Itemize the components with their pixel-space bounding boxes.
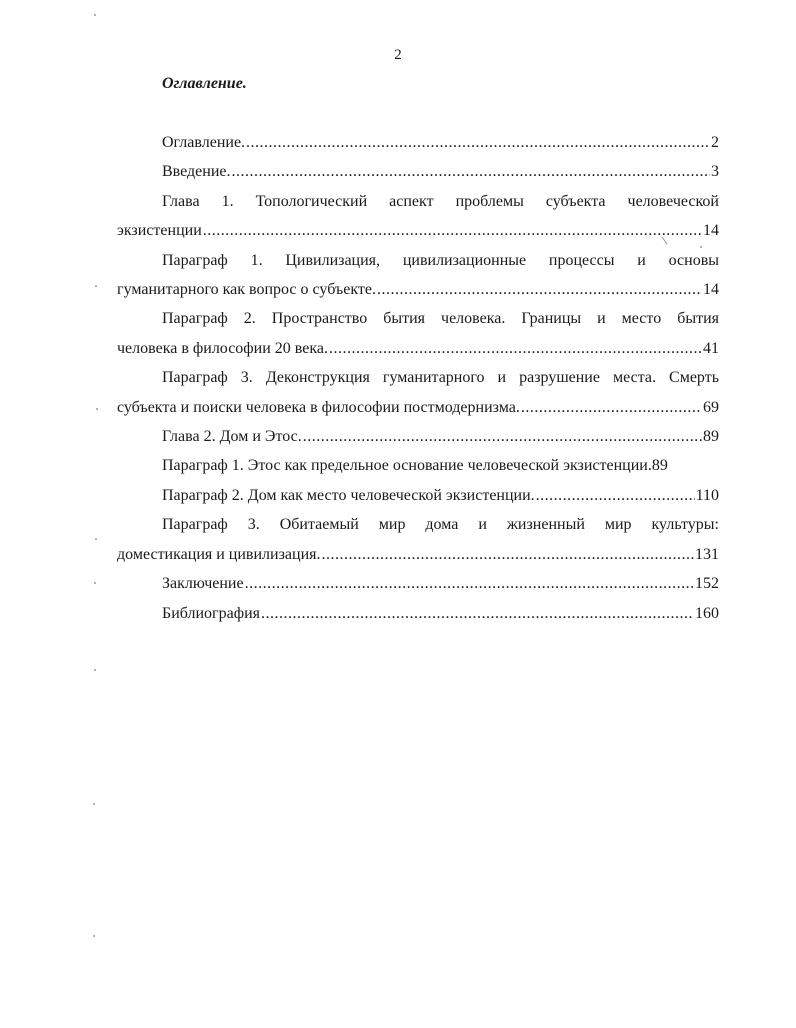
toc-entry-title-line: Параграф 3. Обитаемый мир дома и жизненный мир культуры: <box>162 516 719 534</box>
toc-entry-chapter-1-paragraph-1[interactable] <box>117 246 719 305</box>
scan-speck <box>93 935 95 937</box>
page-number: 2 <box>394 47 402 63</box>
toc-entry-title-line: Параграф 1. Цивилизация, цивилизационные процессы и основы <box>162 251 719 269</box>
toc-entry-chapter-2-paragraph-1[interactable] <box>117 451 719 480</box>
toc-entry-contents[interactable] <box>117 128 719 157</box>
toc-entry-title: человека в философии 20 века. <box>117 339 328 357</box>
toc-entry-title: Заключение <box>162 575 244 593</box>
toc-entry-page: 14 <box>703 222 719 240</box>
dot-leader <box>203 216 702 245</box>
toc-entry-page: 89 <box>651 457 668 475</box>
dot-leader <box>261 599 694 628</box>
toc-entry-page: 2 <box>711 134 719 151</box>
toc-entry-chapter-1[interactable] <box>117 187 719 246</box>
toc-entry-page: 89 <box>703 428 719 446</box>
toc-entry-introduction[interactable] <box>117 157 719 186</box>
dot-leader <box>246 128 710 157</box>
scan-speck <box>94 669 96 671</box>
scan-speck <box>95 538 97 540</box>
toc-entry-bibliography[interactable] <box>117 599 719 628</box>
dot-leader <box>232 157 711 186</box>
dot-leader <box>377 275 702 304</box>
scan-speck <box>94 582 96 584</box>
dot-leader <box>303 422 702 451</box>
scan-speck <box>93 803 95 805</box>
toc-heading: Оглавление. <box>162 75 247 92</box>
toc-entry-page: 110 <box>695 486 719 504</box>
dot-leader <box>322 540 695 569</box>
toc-entry-title-line: Параграф 2. Пространство бытия человека. Границы и место бытия <box>162 310 719 328</box>
table-of-contents <box>117 128 719 628</box>
dot-leader <box>329 334 702 363</box>
dot-leader <box>536 481 695 510</box>
toc-entry-page: 41 <box>703 339 719 357</box>
scan-speck <box>96 408 98 410</box>
scan-speck <box>94 14 96 16</box>
toc-entry-chapter-2-paragraph-2[interactable] <box>117 481 719 510</box>
toc-entry-page: 14 <box>703 281 719 299</box>
toc-entry-chapter-2-paragraph-3[interactable] <box>117 510 719 569</box>
toc-entry-page: 152 <box>695 575 719 593</box>
toc-entry-page: 131 <box>695 545 719 563</box>
dot-leader <box>521 393 702 422</box>
toc-entry-title: Параграф 2. Дом как место человеческой экзистенции. <box>162 486 535 504</box>
toc-entry-title: Оглавление. <box>162 134 246 151</box>
toc-entry-chapter-2[interactable] <box>117 422 719 451</box>
toc-entry-title: субъекта и поиски человека в философии постмодернизма. <box>117 398 520 416</box>
scan-speck <box>700 246 702 248</box>
toc-entry-title-line: Параграф 3. Деконструкция гуманитарного и разрушение места. Смерть <box>162 369 719 387</box>
toc-entry-page: 69 <box>703 398 719 416</box>
toc-entry-title: Введение. <box>162 163 231 181</box>
toc-entry-title: Глава 2. Дом и Этос. <box>162 428 302 446</box>
scan-speck <box>95 285 97 287</box>
toc-entry-chapter-1-paragraph-3[interactable] <box>117 363 719 422</box>
toc-entry-title: экзистенции <box>117 222 202 240</box>
toc-entry-title: доместикация и цивилизация. <box>117 545 321 563</box>
toc-entry-title: Параграф 1. Этос как предельное основание человеческой экзистенции. <box>162 457 652 475</box>
toc-entry-page: 3 <box>711 163 719 181</box>
toc-entry-chapter-1-paragraph-2[interactable] <box>117 304 719 363</box>
toc-entry-title: Библиография <box>162 604 260 622</box>
dot-leader <box>245 569 694 598</box>
toc-entry-title-line: Глава 1. Топологический аспект проблемы субъекта человеческой <box>162 192 719 210</box>
toc-entry-page: 160 <box>695 604 719 622</box>
toc-entry-conclusion[interactable] <box>117 569 719 598</box>
toc-entry-title: гуманитарного как вопрос о субъекте. <box>117 281 376 299</box>
